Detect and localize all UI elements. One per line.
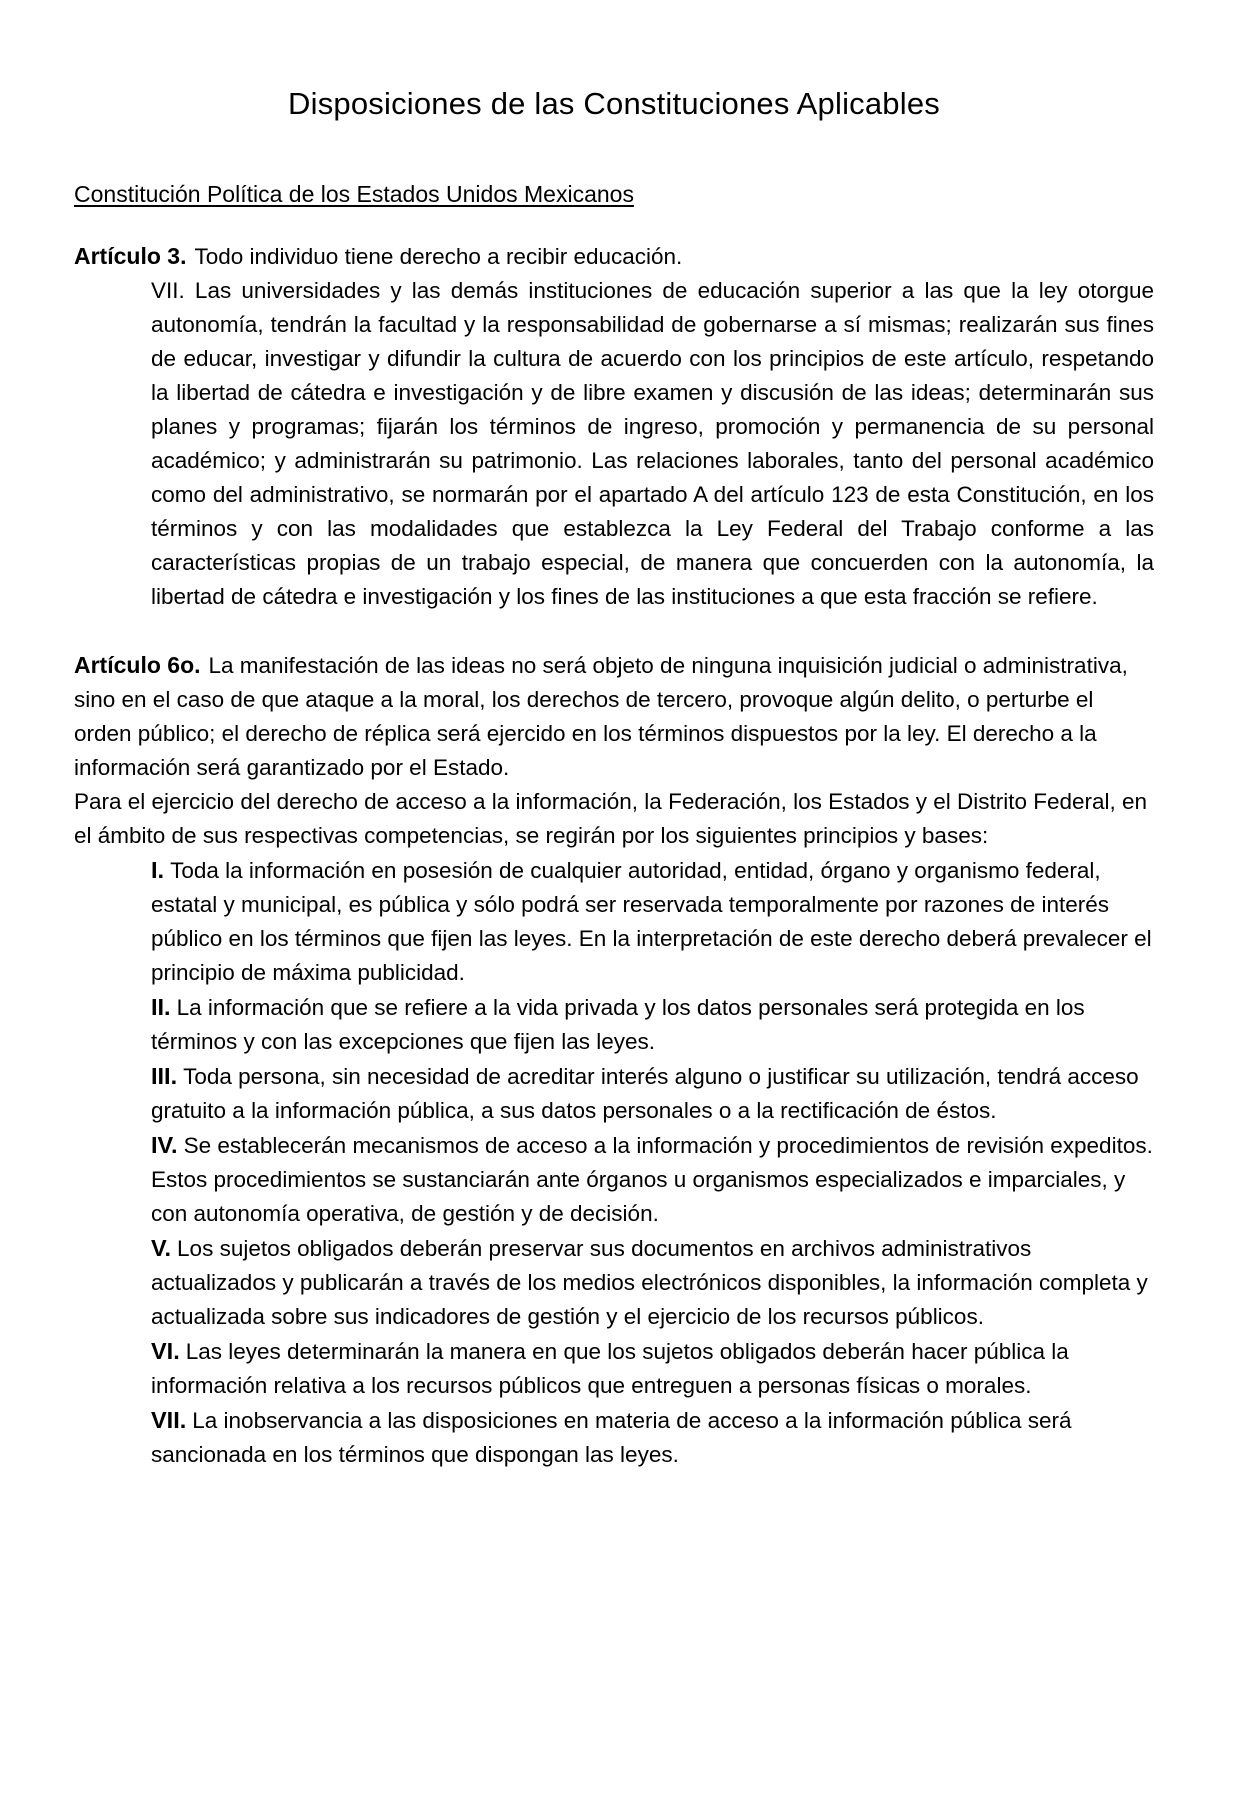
article-3-intro-line bbox=[74, 239, 1154, 274]
article-6-fraction-v bbox=[151, 1231, 1154, 1334]
fraction-label: V. bbox=[151, 1235, 172, 1261]
article-6-bases-paragraph: Para el ejercicio del derecho de acceso a la información, la Federación, los Estados y el Distrito Federal, en el ámbito de sus respectivas competencias, se regirán por los siguientes principios y bases: bbox=[74, 789, 1148, 848]
fraction-label: I. bbox=[151, 857, 165, 883]
article-6-fraction-i bbox=[151, 853, 1154, 990]
constitution-heading: Constitución Política de los Estados Unidos Mexicanos bbox=[74, 181, 634, 207]
article-6-fraction-vii bbox=[151, 1403, 1154, 1472]
fraction-text: La información que se refiere a la vida privada y los datos personales será protegida en los términos y con las excepciones que fijen las leyes. bbox=[151, 995, 1085, 1054]
article-6-intro-paragraph bbox=[74, 648, 1154, 785]
fraction-text: Toda persona, sin necesidad de acreditar interés alguno o justificar su utilización, tendrá acceso gratuito a la información pública, a sus datos personales o a la rectificación de éstos. bbox=[151, 1064, 1139, 1123]
fraction-text: Se establecerán mecanismos de acceso a la información y procedimientos de revisión expeditos. Estos procedimientos se sustanciarán ante órganos u organismos especializados e imparciales, y con autonomía operativa, de gestión y de decisión. bbox=[151, 1133, 1153, 1226]
article-3 bbox=[74, 239, 1154, 614]
fraction-text: Toda la información en posesión de cualquier autoridad, entidad, órgano y organismo federal, estatal y municipal, es pública y sólo podrá ser reservada temporalmente por razones de interés público en los términos que fijen las leyes. En la interpretación de este derecho deberá prevalecer el principio de máxima publicidad. bbox=[151, 858, 1152, 985]
article-3-label: Artículo 3. bbox=[74, 243, 187, 269]
article-6-intro: La manifestación de las ideas no será objeto de ninguna inquisición judicial o administrativa, sino en el caso de que ataque a la moral, los derechos de tercero, provoque algún delito, o perturbe el orden público; el derecho de réplica será ejercido en los términos dispuestos por la ley. El derecho a la información será garantizado por el Estado. bbox=[74, 653, 1128, 780]
document-title: Disposiciones de las Constituciones Aplicables bbox=[288, 86, 940, 121]
fraction-text: Las leyes determinarán la manera en que los sujetos obligados deberán hacer pública la información relativa a los recursos públicos que entreguen a personas físicas o morales. bbox=[151, 1339, 1069, 1398]
fraction-label: VI. bbox=[151, 1338, 180, 1364]
article-6 bbox=[74, 648, 1154, 1472]
article-6-fraction-ii bbox=[151, 990, 1154, 1059]
article-6-fraction-vi bbox=[151, 1334, 1154, 1403]
article-6-label: Artículo 6o. bbox=[74, 652, 201, 678]
fraction-label: II. bbox=[151, 994, 171, 1020]
fraction-label: IV. bbox=[151, 1132, 178, 1158]
article-3-intro: Todo individuo tiene derecho a recibir educación. bbox=[194, 244, 683, 269]
article-6-fraction-iii bbox=[151, 1059, 1154, 1128]
fraction-text: La inobservancia a las disposiciones en materia de acceso a la información pública será sancionada en los términos que dispongan las leyes. bbox=[151, 1408, 1072, 1467]
fraction-label: VII. bbox=[151, 1407, 187, 1433]
fraction-text: Los sujetos obligados deberán preservar sus documentos en archivos administrativos actualizados y publicarán a través de los medios electrónicos disponibles, la información completa y actualizada sobre sus indicadores de gestión y el ejercicio de los recursos públicos. bbox=[151, 1236, 1148, 1329]
article-3-fraction-vii: VII. Las universidades y las demás instituciones de educación superior a las que la ley otorgue autonomía, tendrán la facultad y la responsabilidad de gobernarse a sí mismas; realizarán sus fines de educar, investigar y difundir la cultura de acuerdo con los principios de este artículo, respetando la libertad de cátedra e investigación y de libre examen y discusión de las ideas; determinarán sus planes y programas; fijarán los términos de ingreso, promoción y permanencia de su personal académico; y administrarán su patrimonio. Las relaciones laborales, tanto del personal académico como del administrativo, se normarán por el apartado A del artículo 123 de esta Constitución, en los términos y con las modalidades que establezca la Ley Federal del Trabajo conforme a las características propias de un trabajo especial, de manera que concuerden con la autonomía, la libertad de cátedra e investigación y los fines de las instituciones a que esta fracción se refiere. bbox=[151, 278, 1154, 609]
article-6-fraction-iv bbox=[151, 1128, 1154, 1231]
article-6-fractions bbox=[151, 853, 1154, 1472]
fraction-label: III. bbox=[151, 1063, 178, 1089]
